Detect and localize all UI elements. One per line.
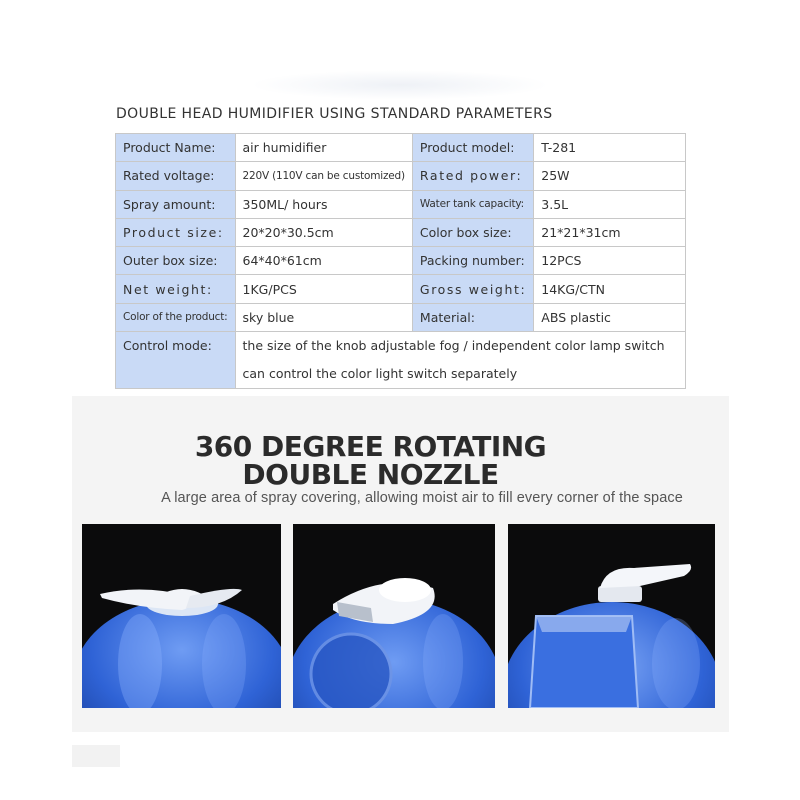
params-table bbox=[115, 133, 686, 389]
control-mode-label: Control mode: bbox=[116, 332, 236, 389]
table-row bbox=[116, 332, 686, 389]
packing-number-label: Packing number: bbox=[412, 247, 533, 275]
product-name-label: Product Name: bbox=[116, 134, 236, 162]
gross-weight-value: 14KG/CTN bbox=[534, 275, 686, 303]
table-row bbox=[116, 190, 686, 218]
net-weight-value: 1KG/PCS bbox=[235, 275, 412, 303]
feature-title-line-2: DOUBLE NOZZLE bbox=[242, 458, 499, 491]
table-row bbox=[116, 275, 686, 303]
rated-power-value: 25W bbox=[534, 162, 686, 190]
control-mode-value bbox=[235, 332, 685, 389]
nozzle-photo-center bbox=[293, 524, 495, 708]
table-row bbox=[116, 218, 686, 246]
table-row bbox=[116, 247, 686, 275]
feature-title-line-1: 360 DEGREE ROTATING bbox=[194, 430, 547, 463]
table-row bbox=[116, 303, 686, 331]
product-color-value: sky blue bbox=[235, 303, 412, 331]
spray-amount-label: Spray amount: bbox=[116, 190, 236, 218]
material-label: Material: bbox=[412, 303, 533, 331]
product-model-value: T-281 bbox=[534, 134, 686, 162]
product-size-value: 20*20*30.5cm bbox=[235, 218, 412, 246]
feature-subtitle: A large area of spray covering, allowing moist air to fill every corner of the space bbox=[161, 490, 683, 506]
product-color-label: Color of the product: bbox=[116, 303, 236, 331]
control-mode-line-2: can control the color light switch separately bbox=[242, 366, 518, 382]
control-mode-line-1: the size of the knob adjustable fog / independent color lamp switch bbox=[242, 338, 665, 354]
spray-amount-value: 350ML/ hours bbox=[235, 190, 412, 218]
water-tank-capacity-value: 3.5L bbox=[534, 190, 686, 218]
net-weight-label: Net weight: bbox=[116, 275, 236, 303]
color-box-size-value: 21*21*31cm bbox=[534, 218, 686, 246]
color-box-size-label: Color box size: bbox=[412, 218, 533, 246]
params-title: DOUBLE HEAD HUMIDIFIER USING STANDARD PARAMETERS bbox=[116, 106, 553, 122]
packing-number-value: 12PCS bbox=[534, 247, 686, 275]
feature-section bbox=[72, 396, 729, 732]
rated-power-label: Rated power: bbox=[412, 162, 533, 190]
outer-box-size-label: Outer box size: bbox=[116, 247, 236, 275]
water-tank-capacity-label: Water tank capacity: bbox=[412, 190, 533, 218]
nozzle-photo-left bbox=[82, 524, 281, 708]
top-glow bbox=[250, 70, 550, 100]
product-size-label: Product size: bbox=[116, 218, 236, 246]
bottom-tab bbox=[72, 745, 120, 767]
nozzle-photo-right bbox=[508, 524, 715, 708]
outer-box-size-value: 64*40*61cm bbox=[235, 247, 412, 275]
table-row bbox=[116, 162, 686, 190]
gross-weight-label: Gross weight: bbox=[412, 275, 533, 303]
table-row bbox=[116, 134, 686, 162]
rated-voltage-label: Rated voltage: bbox=[116, 162, 236, 190]
rated-voltage-value: 220V (110V can be customized) bbox=[235, 162, 412, 190]
product-model-label: Product model: bbox=[412, 134, 533, 162]
material-value: ABS plastic bbox=[534, 303, 686, 331]
product-name-value: air humidifier bbox=[235, 134, 412, 162]
